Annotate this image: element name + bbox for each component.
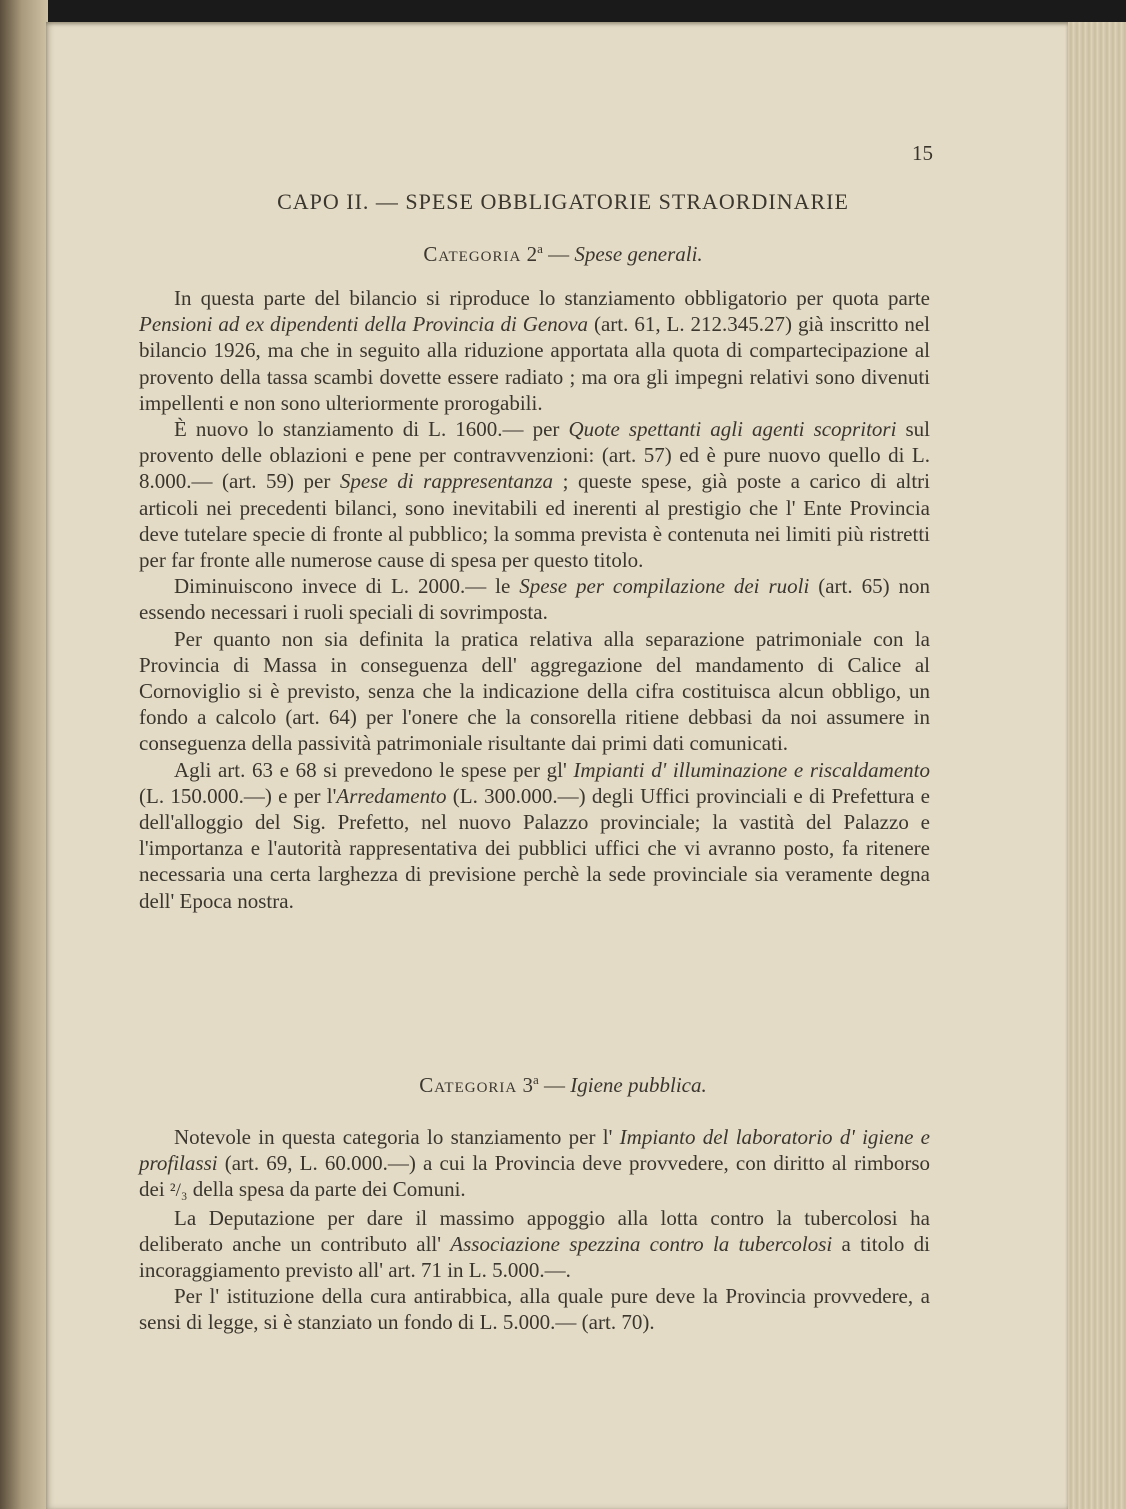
category-2-heading [0, 242, 1126, 267]
paragraph-text: Per quanto non sia definita la pratica relativa alla separazione patrimoniale con la Provincia di Massa in conseguenza dell' aggregazione del mandamento di Calice al Cornoviglio si è previsto, senza che la indicazione della cifra costituisca alcun obbligo, un fondo a calcolo (art. 64) per l'onere che la consorella ritiene debbasi da noi assumere in conseguenza della passività patrimoniale risultante dai primi dati comunicati. [139, 626, 930, 756]
paragraph-italic: Associazione spezzina contro la tubercolosi [450, 1231, 833, 1256]
paragraph-text: (art. 69, L. 60.000.—) a cui la Provincia deve provvedere, con diritto al rimborso dei [139, 1151, 930, 1202]
category-2-body [139, 285, 930, 914]
category-2-sep: — [548, 242, 570, 266]
paragraph [139, 626, 930, 757]
paragraph-text: Per l' istituzione della cura antirabbica, alla quale pure deve la Provincia provvedere, a sensi di legge, si è stanziato un fondo di L. 5.000.— (art. 70). [139, 1284, 930, 1335]
paragraph-italic: Arredamento [336, 783, 447, 808]
paragraph [139, 285, 930, 416]
paragraph-text: (art. 65) non essendo necessari i ruoli speciali di sovrimposta. [139, 574, 930, 625]
paragraph-italic: Impianti d' illuminazione e riscaldamento [573, 757, 930, 782]
chapter-title: CAPO II. — SPESE OBBLIGATORIE STRAORDINARIE [277, 189, 849, 214]
category-3-label: Categoria [419, 1073, 518, 1097]
paragraph [139, 573, 930, 625]
paragraph [139, 416, 930, 573]
paragraph-text: (L. 150.000.—) e per l' [139, 783, 337, 808]
paragraph-text: Diminuiscono invece di L. 2000.— le [174, 574, 520, 599]
paragraph-text: sul provento delle oblazioni e pene per contravvenzioni: (art. 57) ed è pure nuovo quello di L. 8.000.— (art. 59) per [139, 417, 930, 494]
category-2-number: 2 [526, 242, 538, 266]
paragraph-text: (art. 61, L. 212.345.27) già inscritto nel bilancio 1926, ma che in seguito alla riduzione apportata alla quota di compartecipazione al provento della tassa scambi dovette essere radiato ; ma ora gli impegni relativi sono divenuti impellenti e non sono ulteriormente prorogabili. [139, 312, 930, 415]
paragraph [139, 1124, 930, 1205]
category-3-subject: Igiene pubblica. [570, 1073, 707, 1097]
paragraph-text: della spesa da parte dei Comuni. [187, 1177, 466, 1202]
paragraph-italic: Impianto del laboratorio d' igiene e profilassi [139, 1125, 930, 1176]
paragraph-italic: Spese per compilazione dei ruoli [519, 574, 810, 599]
paragraph-text: È nuovo lo stanziamento di L. 1600.— per [174, 417, 569, 442]
paragraph-text: Notevole in questa categoria lo stanziamento per l' [174, 1125, 620, 1149]
category-2-sup: a [537, 241, 543, 256]
category-2-subject: Spese generali. [574, 242, 703, 266]
paragraph-text: (L. 300.000.—) degli Uffici provinciali e di Prefettura e dell'alloggio del Sig. Prefetto, nel nuovo Palazzo provinciale; la vastità del Palazzo e l'importanza e l'autorità rappresentativa dei pubblici uffici che vi avranno posto, fa ritenere necessaria una certa larghezza di previsione perchè la sede provinciale sia veramente degna dell' Epoca nostra. [139, 783, 930, 913]
paragraph-text: Agli art. 63 e 68 si prevedono le spese per gl' [174, 757, 574, 782]
category-3-heading [0, 1073, 1126, 1098]
paragraph-italic: Quote spettanti agli agenti scopritori [568, 417, 897, 442]
paragraph [139, 1205, 930, 1284]
paragraph-italic: Pensioni ad ex dipendenti della Provincia di Genova [139, 312, 589, 337]
page-number: 15 [912, 141, 933, 165]
fraction: ²/₃ [169, 1180, 188, 1202]
category-2-label: Categoria [423, 242, 522, 266]
paragraph [139, 1283, 930, 1335]
paragraph-text: a titolo di incoraggiamento previsto all' art. 71 in L. 5.000.—. [139, 1231, 931, 1283]
book-binding-edge [0, 0, 48, 1509]
category-3-body [139, 1124, 930, 1336]
paragraph-italic: Spese di rappresentanza [339, 469, 554, 494]
category-3-sup: a [533, 1072, 539, 1087]
category-3-sep: — [544, 1073, 566, 1097]
paragraph-text: ; queste spese, già poste a carico di altri articoli nei precedenti bilanci, sono inevitabili ed inerenti al prestigio che l' Ente Provincia deve tutelare specie di fronte al pubblico; la somma prevista è contenuta nei limiti più ristretti per far fronte alle numerose cause di spesa per questo titolo. [139, 469, 930, 573]
paragraph-text: In questa parte del bilancio si riproduce lo stanziamento obbligatorio per quota parte [174, 286, 930, 310]
paragraph [139, 757, 930, 914]
paragraph-text: La Deputazione per dare il massimo appoggio alla lotta contro la tubercolosi ha deliberato anche un contributo all' [139, 1205, 930, 1256]
category-3-number: 3 [522, 1073, 533, 1097]
